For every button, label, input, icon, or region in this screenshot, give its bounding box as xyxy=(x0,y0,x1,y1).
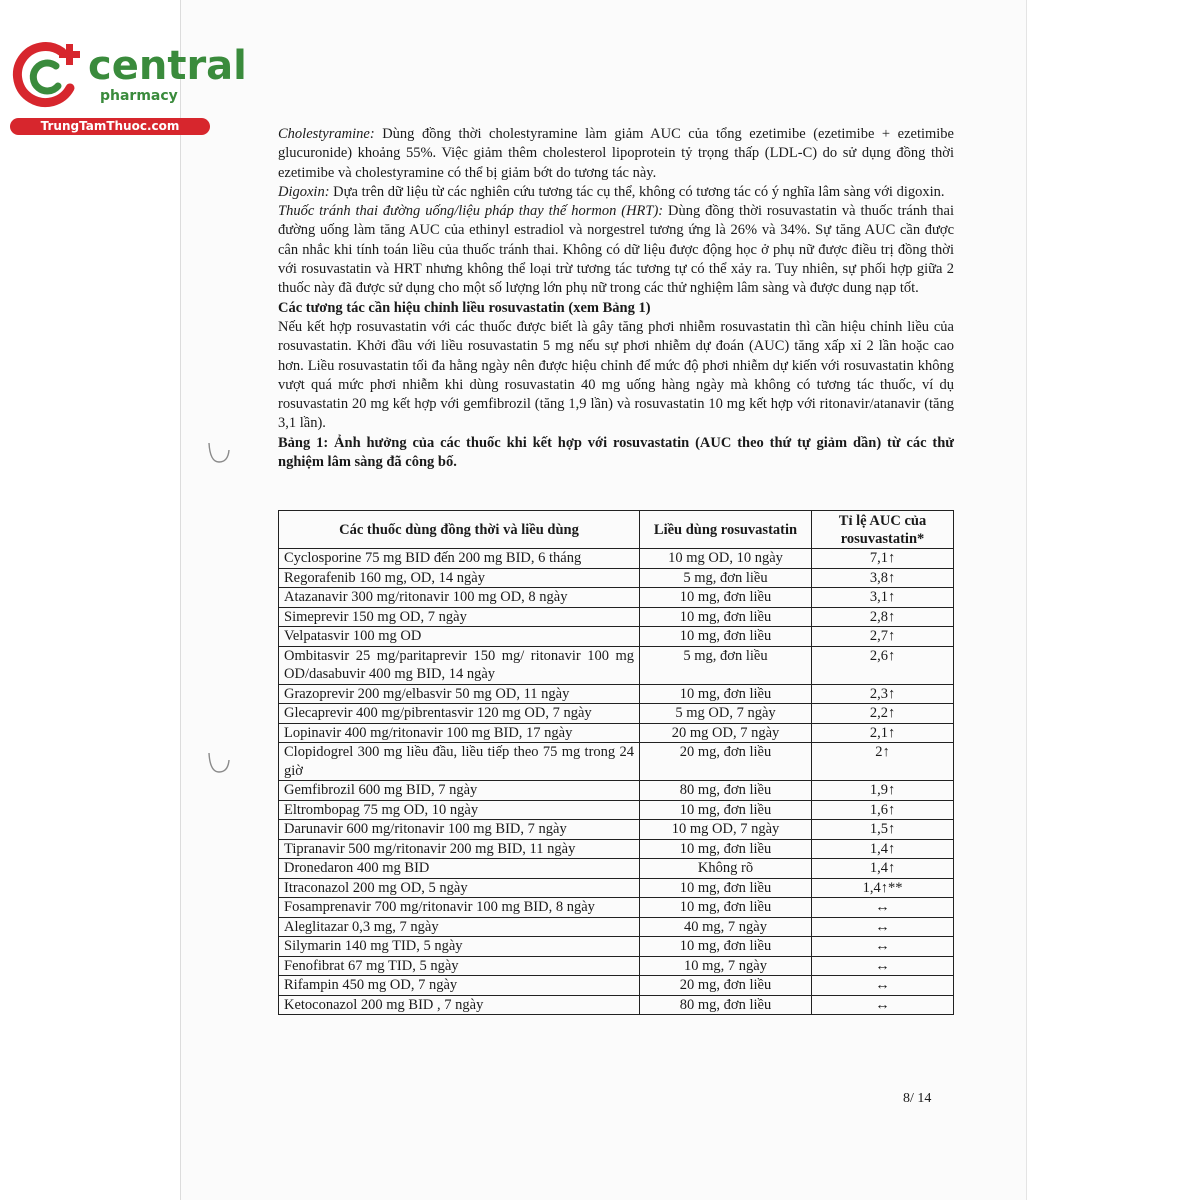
drug-cell: Fenofibrat 67 mg TID, 5 ngày xyxy=(279,956,640,976)
table-row xyxy=(279,568,954,588)
drug-cell: Dronedaron 400 mg BID xyxy=(279,859,640,879)
drug-cell: Ombitasvir 25 mg/paritaprevir 150 mg/ ritonavir 100 mg OD/dasabuvir 400 mg BID, 14 ngày xyxy=(279,646,640,684)
table-row xyxy=(279,937,954,957)
dose-cell: 10 mg, đơn liều xyxy=(640,684,812,704)
table-row xyxy=(279,723,954,743)
dose-cell: 10 mg, đơn liều xyxy=(640,800,812,820)
paragraph-text: Dùng đồng thời rosuvastatin và thuốc tránh thai đường uống làm tăng AUC của ethinyl estradiol và norgestrel tương ứng là 26% và 34%. Sự tăng AUC cần được cân nhắc khi tính toán liều của thuốc tránh thai. Không có dữ liệu được động học ở phụ nữ được điều trị đồng thời với rosuvastatin và HRT nhưng không thể loại trừ tương tác tương tự có thể xảy ra. Tuy nhiên, sự phối hợp giữa 2 thuốc này đã được sử dụng cho một số lượng lớn phụ nữ trong các thử nghiệm lâm sàng và được dung nạp tốt. xyxy=(278,203,954,297)
auc-cell: 1,4↑ xyxy=(812,839,954,859)
table-row xyxy=(279,588,954,608)
table-row xyxy=(279,917,954,937)
brand-name: central xyxy=(88,43,247,89)
table-row xyxy=(279,704,954,724)
table-row xyxy=(279,820,954,840)
dose-cell: 10 mg, đơn liều xyxy=(640,607,812,627)
dose-cell: 10 mg, đơn liều xyxy=(640,627,812,647)
paragraph-title: Thuốc tránh thai đường uống/liệu pháp thay thế hormon (HRT): xyxy=(278,203,664,220)
auc-cell: 2,3↑ xyxy=(812,684,954,704)
dose-cell: 10 mg, đơn liều xyxy=(640,878,812,898)
table-row xyxy=(279,859,954,879)
dose-cell: 10 mg, đơn liều xyxy=(640,839,812,859)
dose-cell: 10 mg OD, 7 ngày xyxy=(640,820,812,840)
auc-cell: ↔ xyxy=(812,956,954,976)
drug-cell: Cyclosporine 75 mg BID đến 200 mg BID, 6 tháng xyxy=(279,549,640,569)
paragraph-title: Digoxin: xyxy=(278,183,330,200)
table-row xyxy=(279,684,954,704)
dose-cell: 10 mg, 7 ngày xyxy=(640,956,812,976)
auc-cell: ↔ xyxy=(812,917,954,937)
dose-cell: 5 mg, đơn liều xyxy=(640,568,812,588)
dose-cell: 5 mg OD, 7 ngày xyxy=(640,704,812,724)
punch-hole-lower xyxy=(206,750,232,776)
auc-cell: ↔ xyxy=(812,937,954,957)
drug-cell: Fosamprenavir 700 mg/ritonavir 100 mg BID, 8 ngày xyxy=(279,898,640,918)
auc-cell: ↔ xyxy=(812,898,954,918)
auc-cell: 2,7↑ xyxy=(812,627,954,647)
dose-cell: 10 mg, đơn liều xyxy=(640,937,812,957)
auc-cell: ↔ xyxy=(812,995,954,1015)
section-heading: Các tương tác cần hiệu chỉnh liều rosuvastatin (xem Bảng 1) xyxy=(278,299,651,316)
auc-cell: 1,4↑** xyxy=(812,878,954,898)
auc-cell: 1,9↑ xyxy=(812,781,954,801)
auc-cell: ↔ xyxy=(812,976,954,996)
document-body xyxy=(278,125,954,472)
table-row xyxy=(279,878,954,898)
paragraph-contraceptives xyxy=(278,202,954,298)
dose-cell: 40 mg, 7 ngày xyxy=(640,917,812,937)
table-row xyxy=(279,743,954,781)
drug-cell: Silymarin 140 mg TID, 5 ngày xyxy=(279,937,640,957)
table-row xyxy=(279,549,954,569)
pharmacy-cross-icon xyxy=(10,36,88,114)
drug-cell: Itraconazol 200 mg OD, 5 ngày xyxy=(279,878,640,898)
header-auc-ratio: Tỉ lệ AUC của rosuvastatin* xyxy=(812,511,954,549)
dose-cell: 20 mg, đơn liều xyxy=(640,976,812,996)
table-header-row xyxy=(279,511,954,549)
central-pharmacy-logo[interactable] xyxy=(10,36,247,136)
table-row xyxy=(279,627,954,647)
paragraph-text: Dùng đồng thời cholestyramine làm giảm AUC của tổng ezetimibe (ezetimibe + ezetimibe glucuronide) khoảng 55%. Việc giảm thêm cholesterol lipoprotein tỷ trọng thấp (LDL-C) do sử dụng đồng thời ezetimibe và cholestyramine có thể bị giảm bớt do tương tác này. xyxy=(278,126,954,181)
table-row xyxy=(279,800,954,820)
drug-cell: Regorafenib 160 mg, OD, 14 ngày xyxy=(279,568,640,588)
brand-url-badge[interactable]: TrungTamThuoc.com xyxy=(10,118,210,135)
table-row xyxy=(279,956,954,976)
table-row xyxy=(279,781,954,801)
drug-cell: Gemfibrozil 600 mg BID, 7 ngày xyxy=(279,781,640,801)
dose-cell: 10 mg, đơn liều xyxy=(640,588,812,608)
auc-cell: 2,6↑ xyxy=(812,646,954,684)
drug-cell: Velpatasvir 100 mg OD xyxy=(279,627,640,647)
drug-cell: Clopidogrel 300 mg liều đầu, liều tiếp theo 75 mg trong 24 giờ xyxy=(279,743,640,781)
drug-cell: Grazoprevir 200 mg/elbasvir 50 mg OD, 11 ngày xyxy=(279,684,640,704)
paragraph-cholestyramine xyxy=(278,125,954,183)
auc-cell: 1,4↑ xyxy=(812,859,954,879)
table-caption: Bảng 1: Ảnh hưởng của các thuốc khi kết hợp với rosuvastatin (AUC theo thứ tự giảm dần) từ các thử nghiệm lâm sàng đã công bố. xyxy=(278,434,954,471)
paragraph-digoxin xyxy=(278,183,954,202)
auc-cell: 3,1↑ xyxy=(812,588,954,608)
drug-cell: Glecaprevir 400 mg/pibrentasvir 120 mg OD, 7 ngày xyxy=(279,704,640,724)
auc-cell: 3,8↑ xyxy=(812,568,954,588)
auc-cell: 2,8↑ xyxy=(812,607,954,627)
dose-cell: 80 mg, đơn liều xyxy=(640,781,812,801)
auc-cell: 1,5↑ xyxy=(812,820,954,840)
table-row xyxy=(279,898,954,918)
dose-cell: 20 mg OD, 7 ngày xyxy=(640,723,812,743)
auc-cell: 1,6↑ xyxy=(812,800,954,820)
paragraph-title: Cholestyramine: xyxy=(278,126,375,142)
drug-cell: Atazanavir 300 mg/ritonavir 100 mg OD, 8 ngày xyxy=(279,588,640,608)
auc-cell: 2↑ xyxy=(812,743,954,781)
interaction-table xyxy=(278,510,954,1015)
page-number: 8/ 14 xyxy=(903,1091,932,1106)
dose-cell: 10 mg OD, 10 ngày xyxy=(640,549,812,569)
table-row xyxy=(279,976,954,996)
drug-cell: Lopinavir 400 mg/ritonavir 100 mg BID, 17 ngày xyxy=(279,723,640,743)
paragraph-text: Dựa trên dữ liệu từ các nghiên cứu tương tác cụ thể, không có tương tác có ý nghĩa lâm sàng với digoxin. xyxy=(329,183,945,200)
header-rosuvastatin-dose: Liều dùng rosuvastatin xyxy=(640,511,812,549)
drug-cell: Rifampin 450 mg OD, 7 ngày xyxy=(279,976,640,996)
drug-cell: Eltrombopag 75 mg OD, 10 ngày xyxy=(279,800,640,820)
drug-cell: Ketoconazol 200 mg BID , 7 ngày xyxy=(279,995,640,1015)
drug-cell: Aleglitazar 0,3 mg, 7 ngày xyxy=(279,917,640,937)
punch-hole-upper xyxy=(206,440,232,466)
header-coadministered-drug: Các thuốc dùng đồng thời và liều dùng xyxy=(279,511,640,549)
table-row xyxy=(279,839,954,859)
dose-cell: 10 mg, đơn liều xyxy=(640,898,812,918)
auc-cell: 7,1↑ xyxy=(812,549,954,569)
auc-cell: 2,1↑ xyxy=(812,723,954,743)
table-row xyxy=(279,995,954,1015)
dose-cell: 80 mg, đơn liều xyxy=(640,995,812,1015)
auc-cell: 2,2↑ xyxy=(812,704,954,724)
drug-cell: Simeprevir 150 mg OD, 7 ngày xyxy=(279,607,640,627)
brand-subtitle: pharmacy xyxy=(100,88,178,104)
paragraph-dose-adjustment: Nếu kết hợp rosuvastatin với các thuốc được biết là gây tăng phơi nhiễm rosuvastatin thì cần hiệu chỉnh liều của rosuvastatin. Khởi đầu với liều rosuvastatin 5 mg nếu sự phơi nhiễm dự đoán (AUC) tăng xấp xỉ 2 lần hoặc cao hơn. Liều rosuvastatin tối đa hằng ngày nên được hiệu chỉnh để mức độ phơi nhiễm dự kiến với rosuvastatin không vượt quá mức phơi nhiễm khi dùng rosuvastatin 40 mg uống hàng ngày mà không có tương tác thuốc, ví dụ rosuvastatin 20 mg kết hợp với gemfibrozil (tăng 1,9 lần) và rosuvastatin 10 mg kết hợp với ritonavir/atanavir (tăng 3,1 lần). xyxy=(278,318,954,432)
drug-cell: Darunavir 600 mg/ritonavir 100 mg BID, 7 ngày xyxy=(279,820,640,840)
table-row xyxy=(279,646,954,684)
dose-cell: 5 mg, đơn liều xyxy=(640,646,812,684)
dose-cell: 20 mg, đơn liều xyxy=(640,743,812,781)
drug-cell: Tipranavir 500 mg/ritonavir 200 mg BID, 11 ngày xyxy=(279,839,640,859)
dose-cell: Không rõ xyxy=(640,859,812,879)
table-row xyxy=(279,607,954,627)
